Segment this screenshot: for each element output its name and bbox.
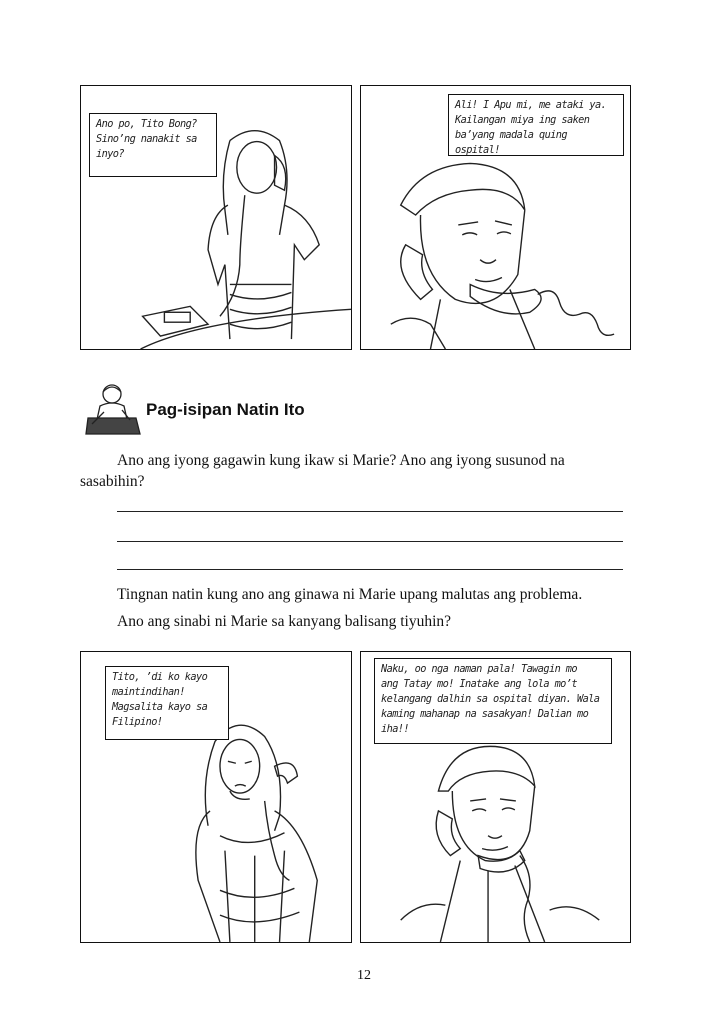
speech-bubble-tito-reply: Naku, oo nga naman pala! Tawagin mo ang Tatay mo! Inatake ang lola mo’t kelangang dalhin sa ospital diyan. Wala kaming mahanap na sasakyan! Dalian mo iha!! — [374, 658, 612, 744]
answer-line-3[interactable] — [117, 569, 623, 570]
speech-bubble-marie-reply: Tito, ’di ko kayo maintindihan! Magsalita kayo sa Filipino! — [105, 666, 229, 740]
page-number: 12 — [357, 968, 371, 983]
comic-panel-tito-phone-bottom — [360, 651, 631, 943]
instruction-text: Tingnan natin kung ano ang ginawa ni Marie upang malutas ang problema. — [117, 586, 583, 603]
section-heading: Pag-isipan Natin Ito — [146, 400, 305, 419]
answer-line-2[interactable] — [117, 541, 623, 542]
question-text-continued: sasabihin? — [80, 473, 145, 490]
answer-line-1[interactable] — [117, 511, 623, 512]
comic-panel-tito-phone-top — [360, 85, 631, 350]
speech-bubble-tito: Ali! I Apu mi, me ataki ya. Kailangan miya ing saken ba’yang madala quing ospital! — [448, 94, 624, 156]
prompt-text: Ano ang sinabi ni Marie sa kanyang balisang tiyuhin? — [117, 613, 452, 630]
thinking-girl-icon — [84, 380, 142, 436]
speech-bubble-marie: Ano po, Tito Bong? Sino’ng nanakit sa inyo? — [89, 113, 217, 177]
comic-panel-marie-phone-top — [80, 85, 352, 350]
question-text: Ano ang iyong gagawin kung ikaw si Marie? Ano ang iyong susunod na — [117, 452, 565, 469]
comic-panel-marie-phone-bottom — [80, 651, 352, 943]
